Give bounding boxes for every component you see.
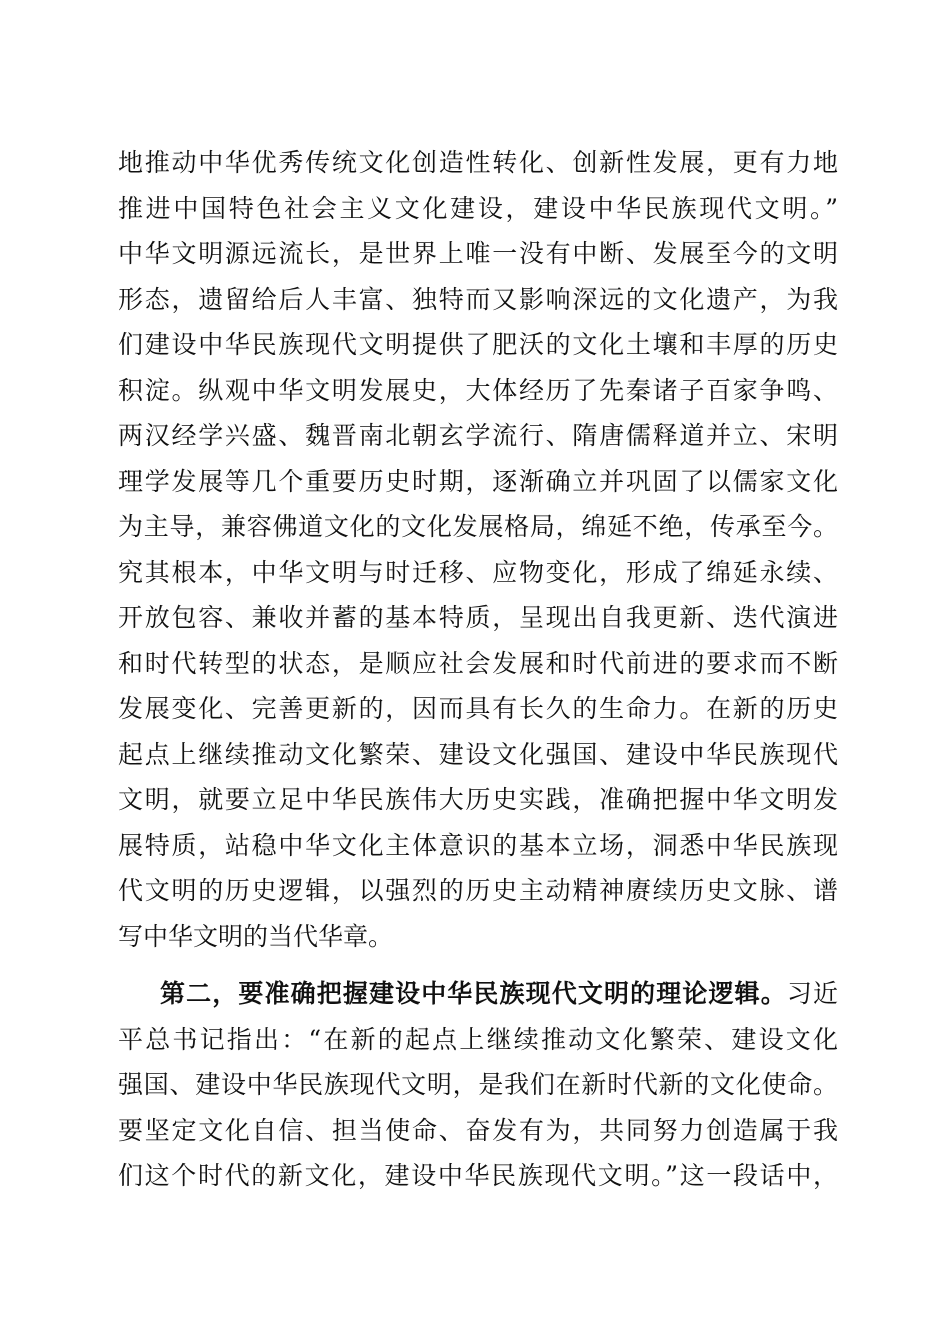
text-line: 代文明的历史逻辑，以强烈的历史主动精神赓续历史文脉、谱 [118, 876, 838, 905]
text-line: 文明，就要立足中华民族伟大历史实践，准确把握中华文明发 [118, 785, 838, 814]
paragraph-2 [118, 971, 838, 1199]
paragraph-spacer [118, 959, 838, 971]
text-line: 为主导，兼容佛道文化的文化发展格局，绵延不绝，传承至今。 [118, 512, 838, 541]
text-line: 和时代转型的状态，是顺应社会发展和时代前进的要求而不断 [118, 648, 838, 678]
text-line: 要坚定文化自信、担当使命、奋发有为，共同努力创造属于我 [118, 1115, 838, 1145]
text-line: 开放包容、兼收并蓄的基本特质，呈现出自我更新、迭代演进 [118, 603, 838, 632]
text-line: 平总书记指出：“在新的起点上继续推动文化繁荣、建设文化 [118, 1024, 838, 1054]
text-line: 中华文明源远流长，是世界上唯一没有中断、发展至今的文明 [118, 239, 838, 268]
text-line: 写中华文明的当代华章。 [118, 921, 394, 951]
text-line: 们建设中华民族现代文明提供了肥沃的文化土壤和丰厚的历史 [118, 330, 838, 359]
text-line: 形态，遗留给后人丰富、独特而又影响深远的文化遗产，为我 [118, 284, 838, 314]
text-line: 推进中国特色社会主义文化建设，建设中华民族现代文明。” [118, 193, 838, 223]
text-line: 两汉经学兴盛、魏晋南北朝玄学流行、隋唐儒释道并立、宋明 [118, 421, 838, 450]
text-line: 展特质，站稳中华文化主体意识的基本立场，洞悉中华民族现 [118, 830, 838, 860]
text-line: 究其根本，中华文明与时迁移、应物变化，形成了绵延永续、 [118, 557, 838, 587]
paragraph-first-line [118, 971, 838, 1017]
text-line: 起点上继续推动文化繁荣、建设文化强国、建设中华民族现代 [118, 739, 838, 769]
body-text [118, 140, 838, 1199]
paragraph-1 [118, 140, 838, 959]
section-heading: 第二，要准确把握建设中华民族现代文明的理论逻辑。 [160, 979, 787, 1008]
text-line: 们这个时代的新文化，建设中华民族现代文明。”这一段话中， [118, 1161, 838, 1190]
text-line: 理学发展等几个重要历史时期，逐渐确立并巩固了以儒家文化 [118, 466, 838, 496]
text-line: 积淀。纵观中华文明发展史，大体经历了先秦诸子百家争鸣、 [118, 375, 838, 405]
text-line: 地推动中华优秀传统文化创造性转化、创新性发展，更有力地 [118, 148, 838, 177]
text-run: 习近 [786, 979, 838, 1008]
text-line: 发展变化、完善更新的，因而具有长久的生命力。在新的历史 [118, 694, 838, 723]
text-line: 强国、建设中华民族现代文明，是我们在新时代新的文化使命。 [118, 1070, 838, 1099]
